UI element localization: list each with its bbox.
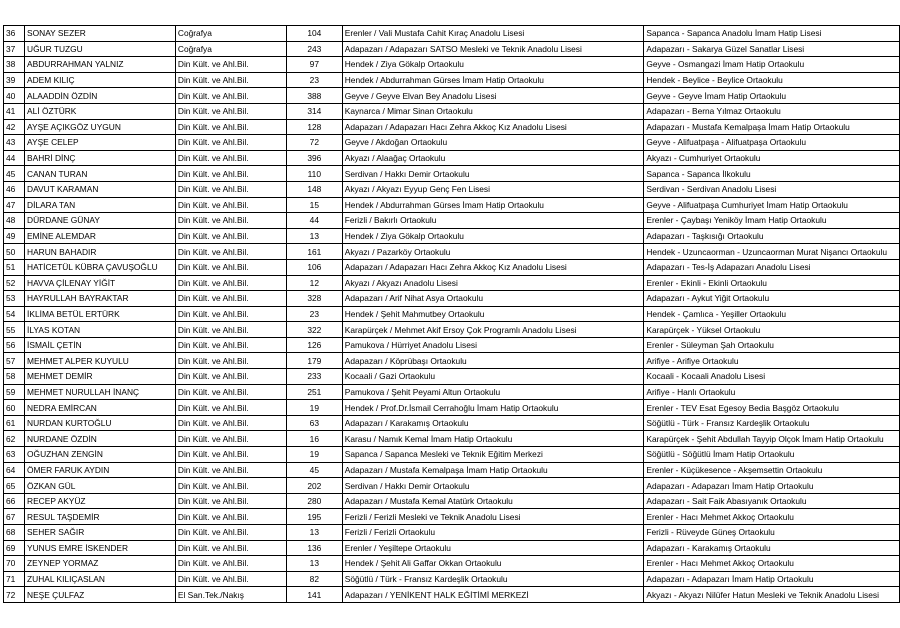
table-row <box>4 462 900 478</box>
assigned-school-cell: Karapürçek - Şehit Abdullah Tayyip Olçok İmam Hatip Ortaokulu <box>644 431 900 447</box>
current-school-cell: Adapazarı / Adapazarı Hacı Zehra Akkoç Kız Anadolu Lisesi <box>342 259 644 275</box>
assigned-school-cell: Erenler - Hacı Mehmet Akkoç Ortaokulu <box>644 556 900 572</box>
teacher-name-cell: SONAY SEZER <box>25 26 176 42</box>
row-number-cell: 38 <box>4 57 25 73</box>
table-row <box>4 213 900 229</box>
branch-cell: Din Kült. ve Ahl.Bil. <box>175 447 286 463</box>
teacher-name-cell: NEDRA EMİRCAN <box>25 400 176 416</box>
table-row <box>4 181 900 197</box>
row-number-cell: 43 <box>4 135 25 151</box>
score-cell: 396 <box>286 150 342 166</box>
current-school-cell: Kocaali / Gazi Ortaokulu <box>342 369 644 385</box>
assigned-school-cell: Geyve - Alifuatpaşa - Alifuatpaşa Ortaokulu <box>644 135 900 151</box>
row-number-cell: 64 <box>4 462 25 478</box>
branch-cell: Din Kült. ve Ahl.Bil. <box>175 478 286 494</box>
table-row <box>4 57 900 73</box>
branch-cell: Din Kült. ve Ahl.Bil. <box>175 72 286 88</box>
row-number-cell: 65 <box>4 478 25 494</box>
assigned-school-cell: Adapazarı - Mustafa Kemalpaşa İmam Hatip Ortaokulu <box>644 119 900 135</box>
teacher-name-cell: HATİCETÜL KÜBRA ÇAVUŞOĞLU <box>25 259 176 275</box>
current-school-cell: Adapazarı / Arif Nihat Asya Ortaokulu <box>342 291 644 307</box>
row-number-cell: 49 <box>4 228 25 244</box>
assigned-school-cell: Geyve - Osmangazi İmam Hatip Ortaokulu <box>644 57 900 73</box>
teacher-name-cell: ÖMER FARUK AYDIN <box>25 462 176 478</box>
score-cell: 251 <box>286 384 342 400</box>
branch-cell: Din Kült. ve Ahl.Bil. <box>175 462 286 478</box>
score-cell: 13 <box>286 525 342 541</box>
teacher-name-cell: EMİNE ALEMDAR <box>25 228 176 244</box>
table-row <box>4 41 900 57</box>
row-number-cell: 56 <box>4 337 25 353</box>
current-school-cell: Hendek / Ziya Gökalp Ortaokulu <box>342 57 644 73</box>
branch-cell: Din Kült. ve Ahl.Bil. <box>175 213 286 229</box>
branch-cell: Din Kült. ve Ahl.Bil. <box>175 571 286 587</box>
teacher-name-cell: ALİ ÖZTÜRK <box>25 103 176 119</box>
branch-cell: Din Kült. ve Ahl.Bil. <box>175 291 286 307</box>
assigned-school-cell: Erenler - TEV Esat Egesoy Bedia Başgöz Ortaokulu <box>644 400 900 416</box>
teacher-name-cell: HAYRULLAH BAYRAKTAR <box>25 291 176 307</box>
row-number-cell: 66 <box>4 493 25 509</box>
score-cell: 126 <box>286 337 342 353</box>
current-school-cell: Serdivan / Hakkı Demir Ortaokulu <box>342 166 644 182</box>
table-row <box>4 337 900 353</box>
branch-cell: Coğrafya <box>175 26 286 42</box>
table-row <box>4 493 900 509</box>
branch-cell: Din Kült. ve Ahl.Bil. <box>175 88 286 104</box>
score-cell: 179 <box>286 353 342 369</box>
table-row <box>4 525 900 541</box>
row-number-cell: 48 <box>4 213 25 229</box>
row-number-cell: 39 <box>4 72 25 88</box>
branch-cell: Din Kült. ve Ahl.Bil. <box>175 275 286 291</box>
branch-cell: Din Kült. ve Ahl.Bil. <box>175 166 286 182</box>
score-cell: 106 <box>286 259 342 275</box>
row-number-cell: 52 <box>4 275 25 291</box>
row-number-cell: 58 <box>4 369 25 385</box>
score-cell: 128 <box>286 119 342 135</box>
row-number-cell: 45 <box>4 166 25 182</box>
table-row <box>4 306 900 322</box>
row-number-cell: 60 <box>4 400 25 416</box>
assigned-school-cell: Hendek - Çamlıca - Yeşiller Ortaokulu <box>644 306 900 322</box>
assigned-school-cell: Söğütlü - Türk - Fransız Kardeşlik Ortaokulu <box>644 415 900 431</box>
current-school-cell: Karapürçek / Mehmet Akif Ersoy Çok Programlı Anadolu Lisesi <box>342 322 644 338</box>
current-school-cell: Hendek / Abdurrahman Gürses İmam Hatip Ortaokulu <box>342 72 644 88</box>
assigned-school-cell: Erenler - Hacı Mehmet Akkoç Ortaokulu <box>644 509 900 525</box>
row-number-cell: 57 <box>4 353 25 369</box>
branch-cell: Din Kült. ve Ahl.Bil. <box>175 540 286 556</box>
branch-cell: Din Kült. ve Ahl.Bil. <box>175 57 286 73</box>
teacher-name-cell: MEHMET DEMİR <box>25 369 176 385</box>
score-cell: 15 <box>286 197 342 213</box>
assigned-school-cell: Hendek - Uzuncaorman - Uzuncaorman Murat Nişancı Ortaokulu <box>644 244 900 260</box>
branch-cell: Din Kült. ve Ahl.Bil. <box>175 525 286 541</box>
table-row <box>4 571 900 587</box>
teacher-name-cell: RECEP AKYÜZ <box>25 493 176 509</box>
assigned-school-cell: Arifiye - Arifiye Ortaokulu <box>644 353 900 369</box>
branch-cell: Din Kült. ve Ahl.Bil. <box>175 119 286 135</box>
table-row <box>4 259 900 275</box>
assigned-school-cell: Sapanca - Sapanca İlkokulu <box>644 166 900 182</box>
score-cell: 13 <box>286 228 342 244</box>
branch-cell: Din Kült. ve Ahl.Bil. <box>175 493 286 509</box>
row-number-cell: 62 <box>4 431 25 447</box>
assigned-school-cell: Erenler - Süleyman Şah Ortaokulu <box>644 337 900 353</box>
teacher-name-cell: ABDURRAHMAN YALNIZ <box>25 57 176 73</box>
current-school-cell: Ferizli / Bakırlı Ortaokulu <box>342 213 644 229</box>
assigned-school-cell: Karapürçek - Yüksel Ortaokulu <box>644 322 900 338</box>
teacher-name-cell: İKLİMA BETÜL ERTÜRK <box>25 306 176 322</box>
score-cell: 136 <box>286 540 342 556</box>
assignment-table <box>3 25 900 603</box>
assigned-school-cell: Adapazarı - Sait Faik Abasıyanık Ortaokulu <box>644 493 900 509</box>
score-cell: 45 <box>286 462 342 478</box>
score-cell: 202 <box>286 478 342 494</box>
current-school-cell: Geyve / Geyve Elvan Bey Anadolu Lisesi <box>342 88 644 104</box>
current-school-cell: Adapazarı / Köprübaşı Ortaokulu <box>342 353 644 369</box>
branch-cell: Din Kült. ve Ahl.Bil. <box>175 244 286 260</box>
table-row <box>4 72 900 88</box>
table-row <box>4 197 900 213</box>
table-body <box>4 26 900 603</box>
teacher-name-cell: MEHMET NURULLAH İNANÇ <box>25 384 176 400</box>
current-school-cell: Hendek / Abdurrahman Gürses İmam Hatip Ortaokulu <box>342 197 644 213</box>
current-school-cell: Adapazarı / Mustafa Kemalpaşa İmam Hatip Ortaokulu <box>342 462 644 478</box>
score-cell: 314 <box>286 103 342 119</box>
assigned-school-cell: Serdivan - Serdivan Anadolu Lisesi <box>644 181 900 197</box>
teacher-name-cell: DAVUT KARAMAN <box>25 181 176 197</box>
branch-cell: Din Kült. ve Ahl.Bil. <box>175 259 286 275</box>
assigned-school-cell: Hendek - Beylice - Beylice Ortaokulu <box>644 72 900 88</box>
row-number-cell: 63 <box>4 447 25 463</box>
current-school-cell: Ferizli / Ferizli Mesleki ve Teknik Anadolu Lisesi <box>342 509 644 525</box>
table-row <box>4 119 900 135</box>
table-row <box>4 400 900 416</box>
current-school-cell: Adapazarı / Adapazarı Hacı Zehra Akkoç Kız Anadolu Lisesi <box>342 119 644 135</box>
current-school-cell: Pamukova / Hürriyet Anadolu Lisesi <box>342 337 644 353</box>
branch-cell: Din Kült. ve Ahl.Bil. <box>175 322 286 338</box>
score-cell: 104 <box>286 26 342 42</box>
branch-cell: Din Kült. ve Ahl.Bil. <box>175 431 286 447</box>
row-number-cell: 51 <box>4 259 25 275</box>
teacher-name-cell: BAHRİ DİNÇ <box>25 150 176 166</box>
score-cell: 195 <box>286 509 342 525</box>
assigned-school-cell: Erenler - Çaybaşı Yeniköy İmam Hatip Ortaokulu <box>644 213 900 229</box>
table-row <box>4 415 900 431</box>
current-school-cell: Hendek / Şehit Ali Gaffar Okkan Ortaokulu <box>342 556 644 572</box>
current-school-cell: Pamukova / Şehit Peyami Altun Ortaokulu <box>342 384 644 400</box>
branch-cell: Din Kült. ve Ahl.Bil. <box>175 306 286 322</box>
row-number-cell: 53 <box>4 291 25 307</box>
branch-cell: Din Kült. ve Ahl.Bil. <box>175 400 286 416</box>
teacher-name-cell: RESUL TAŞDEMİR <box>25 509 176 525</box>
current-school-cell: Hendek / Prof.Dr.İsmail Cerrahoğlu İmam Hatip Ortaokulu <box>342 400 644 416</box>
table-row <box>4 150 900 166</box>
row-number-cell: 55 <box>4 322 25 338</box>
teacher-name-cell: AYŞE CELEP <box>25 135 176 151</box>
score-cell: 97 <box>286 57 342 73</box>
teacher-name-cell: MEHMET ALPER KUYULU <box>25 353 176 369</box>
table-row <box>4 166 900 182</box>
table-row <box>4 447 900 463</box>
assigned-school-cell: Erenler - Ekinli - Ekinli Ortaokulu <box>644 275 900 291</box>
table-row <box>4 88 900 104</box>
score-cell: 388 <box>286 88 342 104</box>
assigned-school-cell: Geyve - Alifuatpaşa Cumhuriyet İmam Hatip Ortaokulu <box>644 197 900 213</box>
teacher-name-cell: OĞUZHAN ZENGİN <box>25 447 176 463</box>
table-row <box>4 369 900 385</box>
assigned-school-cell: Adapazarı - Tes-İş Adapazarı Anadolu Lisesi <box>644 259 900 275</box>
current-school-cell: Akyazı / Akyazı Eyyup Genç Fen Lisesi <box>342 181 644 197</box>
table-row <box>4 291 900 307</box>
current-school-cell: Erenler / Yeşiltepe Ortaokulu <box>342 540 644 556</box>
assigned-school-cell: Geyve - Geyve İmam Hatip Ortaokulu <box>644 88 900 104</box>
teacher-name-cell: YUNUS EMRE İSKENDER <box>25 540 176 556</box>
current-school-cell: Akyazı / Akyazı Anadolu Lisesi <box>342 275 644 291</box>
assigned-school-cell: Adapazarı - Aykut Yiğit Ortaokulu <box>644 291 900 307</box>
row-number-cell: 70 <box>4 556 25 572</box>
score-cell: 82 <box>286 571 342 587</box>
score-cell: 16 <box>286 431 342 447</box>
branch-cell: Din Kült. ve Ahl.Bil. <box>175 337 286 353</box>
branch-cell: Coğrafya <box>175 41 286 57</box>
row-number-cell: 50 <box>4 244 25 260</box>
table-row <box>4 353 900 369</box>
assigned-school-cell: Adapazarı - Berna Yılmaz Ortaokulu <box>644 103 900 119</box>
row-number-cell: 37 <box>4 41 25 57</box>
assigned-school-cell: Akyazı - Cumhuriyet Ortaokulu <box>644 150 900 166</box>
assigned-school-cell: Söğütlü - Söğütlü İmam Hatip Ortaokulu <box>644 447 900 463</box>
current-school-cell: Adapazarı / Adapazarı SATSO Mesleki ve Teknik Anadolu Lisesi <box>342 41 644 57</box>
table-row <box>4 135 900 151</box>
teacher-name-cell: ÖZKAN GÜL <box>25 478 176 494</box>
teacher-name-cell: ZUHAL KILIÇASLAN <box>25 571 176 587</box>
branch-cell: Din Kült. ve Ahl.Bil. <box>175 353 286 369</box>
teacher-name-cell: NURDANE ÖZDİN <box>25 431 176 447</box>
score-cell: 44 <box>286 213 342 229</box>
table-row <box>4 275 900 291</box>
teacher-name-cell: HARUN BAHADIR <box>25 244 176 260</box>
table-row <box>4 478 900 494</box>
row-number-cell: 42 <box>4 119 25 135</box>
current-school-cell: Kaynarca / Mimar Sinan Ortaokulu <box>342 103 644 119</box>
row-number-cell: 59 <box>4 384 25 400</box>
row-number-cell: 41 <box>4 103 25 119</box>
current-school-cell: Hendek / Şehit Mahmutbey Ortaokulu <box>342 306 644 322</box>
branch-cell: Din Kült. ve Ahl.Bil. <box>175 103 286 119</box>
assigned-school-cell: Adapazarı - Sakarya Güzel Sanatlar Lisesi <box>644 41 900 57</box>
table-row <box>4 322 900 338</box>
row-number-cell: 36 <box>4 26 25 42</box>
current-school-cell: Akyazı / Alaağaç Ortaokulu <box>342 150 644 166</box>
teacher-name-cell: AYŞE AÇIKGÖZ UYGUN <box>25 119 176 135</box>
current-school-cell: Akyazı / Pazarköy Ortaokulu <box>342 244 644 260</box>
teacher-name-cell: HAVVA ÇİLENAY YİĞİT <box>25 275 176 291</box>
table-row <box>4 556 900 572</box>
current-school-cell: Adapazarı / Karakamış Ortaokulu <box>342 415 644 431</box>
row-number-cell: 67 <box>4 509 25 525</box>
teacher-name-cell: İSMAİL ÇETİN <box>25 337 176 353</box>
teacher-name-cell: İLYAS KOTAN <box>25 322 176 338</box>
current-school-cell: Karasu / Namık Kemal İmam Hatip Ortaokulu <box>342 431 644 447</box>
assigned-school-cell: Erenler - Küçükesence - Akşemsettin Ortaokulu <box>644 462 900 478</box>
score-cell: 233 <box>286 369 342 385</box>
table-row <box>4 540 900 556</box>
row-number-cell: 44 <box>4 150 25 166</box>
current-school-cell: Adapazarı / YENİKENT HALK EĞİTİMİ MERKEZİ <box>342 587 644 603</box>
score-cell: 280 <box>286 493 342 509</box>
teacher-name-cell: ZEYNEP YORMAZ <box>25 556 176 572</box>
row-number-cell: 46 <box>4 181 25 197</box>
teacher-name-cell: NEŞE ÇULFAZ <box>25 587 176 603</box>
branch-cell: Din Kült. ve Ahl.Bil. <box>175 181 286 197</box>
row-number-cell: 54 <box>4 306 25 322</box>
teacher-name-cell: ALAADDİN ÖZDİN <box>25 88 176 104</box>
current-school-cell: Ferizli / Ferizli Ortaokulu <box>342 525 644 541</box>
branch-cell: Din Kült. ve Ahl.Bil. <box>175 197 286 213</box>
teacher-name-cell: UĞUR TUZGU <box>25 41 176 57</box>
current-school-cell: Söğütlü / Türk - Fransız Kardeşlik Ortaokulu <box>342 571 644 587</box>
score-cell: 12 <box>286 275 342 291</box>
current-school-cell: Adapazarı / Mustafa Kemal Atatürk Ortaokulu <box>342 493 644 509</box>
assigned-school-cell: Adapazarı - Karakamış Ortaokulu <box>644 540 900 556</box>
teacher-name-cell: DÜRDANE GÜNAY <box>25 213 176 229</box>
row-number-cell: 69 <box>4 540 25 556</box>
row-number-cell: 47 <box>4 197 25 213</box>
branch-cell: Din Kült. ve Ahl.Bil. <box>175 556 286 572</box>
branch-cell: Din Kült. ve Ahl.Bil. <box>175 150 286 166</box>
score-cell: 23 <box>286 306 342 322</box>
score-cell: 243 <box>286 41 342 57</box>
current-school-cell: Sapanca / Sapanca Mesleki ve Teknik Eğitim Merkezi <box>342 447 644 463</box>
score-cell: 161 <box>286 244 342 260</box>
score-cell: 63 <box>286 415 342 431</box>
row-number-cell: 61 <box>4 415 25 431</box>
score-cell: 110 <box>286 166 342 182</box>
assigned-school-cell: Adapazarı - Adapazarı İmam Hatip Ortaokulu <box>644 571 900 587</box>
branch-cell: El San.Tek./Nakış <box>175 587 286 603</box>
table-row <box>4 26 900 42</box>
current-school-cell: Serdivan / Hakkı Demir Ortaokulu <box>342 478 644 494</box>
branch-cell: Din Kült. ve Ahl.Bil. <box>175 369 286 385</box>
assigned-school-cell: Kocaali - Kocaali Anadolu Lisesi <box>644 369 900 385</box>
table-row <box>4 244 900 260</box>
score-cell: 23 <box>286 72 342 88</box>
score-cell: 19 <box>286 400 342 416</box>
table-row <box>4 384 900 400</box>
assigned-school-cell: Sapanca - Sapanca Anadolu İmam Hatip Lisesi <box>644 26 900 42</box>
current-school-cell: Hendek / Ziya Gökalp Ortaokulu <box>342 228 644 244</box>
current-school-cell: Geyve / Akdoğan Ortaokulu <box>342 135 644 151</box>
score-cell: 148 <box>286 181 342 197</box>
table-row <box>4 103 900 119</box>
row-number-cell: 68 <box>4 525 25 541</box>
teacher-name-cell: ADEM KILIÇ <box>25 72 176 88</box>
score-cell: 322 <box>286 322 342 338</box>
current-school-cell: Erenler / Vali Mustafa Cahit Kıraç Anadolu Lisesi <box>342 26 644 42</box>
score-cell: 141 <box>286 587 342 603</box>
branch-cell: Din Kült. ve Ahl.Bil. <box>175 228 286 244</box>
teacher-name-cell: NURDAN KURTOĞLU <box>25 415 176 431</box>
teacher-name-cell: SEHER SAĞIR <box>25 525 176 541</box>
assigned-school-cell: Arifiye - Hanlı Ortaokulu <box>644 384 900 400</box>
assigned-school-cell: Adapazarı - Taşkısığı Ortaokulu <box>644 228 900 244</box>
branch-cell: Din Kült. ve Ahl.Bil. <box>175 509 286 525</box>
row-number-cell: 40 <box>4 88 25 104</box>
table-row <box>4 431 900 447</box>
table-row <box>4 228 900 244</box>
row-number-cell: 71 <box>4 571 25 587</box>
teacher-name-cell: CANAN TURAN <box>25 166 176 182</box>
table-row <box>4 509 900 525</box>
score-cell: 328 <box>286 291 342 307</box>
assigned-school-cell: Ferizli - Rüveyde Güneş Ortaokulu <box>644 525 900 541</box>
assigned-school-cell: Akyazı - Akyazı Nilüfer Hatun Mesleki ve Teknik Anadolu Lisesi <box>644 587 900 603</box>
teacher-name-cell: DİLARA TAN <box>25 197 176 213</box>
row-number-cell: 72 <box>4 587 25 603</box>
table-row <box>4 587 900 603</box>
assigned-school-cell: Adapazarı - Adapazarı İmam Hatip Ortaokulu <box>644 478 900 494</box>
branch-cell: Din Kült. ve Ahl.Bil. <box>175 384 286 400</box>
score-cell: 13 <box>286 556 342 572</box>
branch-cell: Din Kült. ve Ahl.Bil. <box>175 135 286 151</box>
score-cell: 19 <box>286 447 342 463</box>
score-cell: 72 <box>286 135 342 151</box>
branch-cell: Din Kült. ve Ahl.Bil. <box>175 415 286 431</box>
